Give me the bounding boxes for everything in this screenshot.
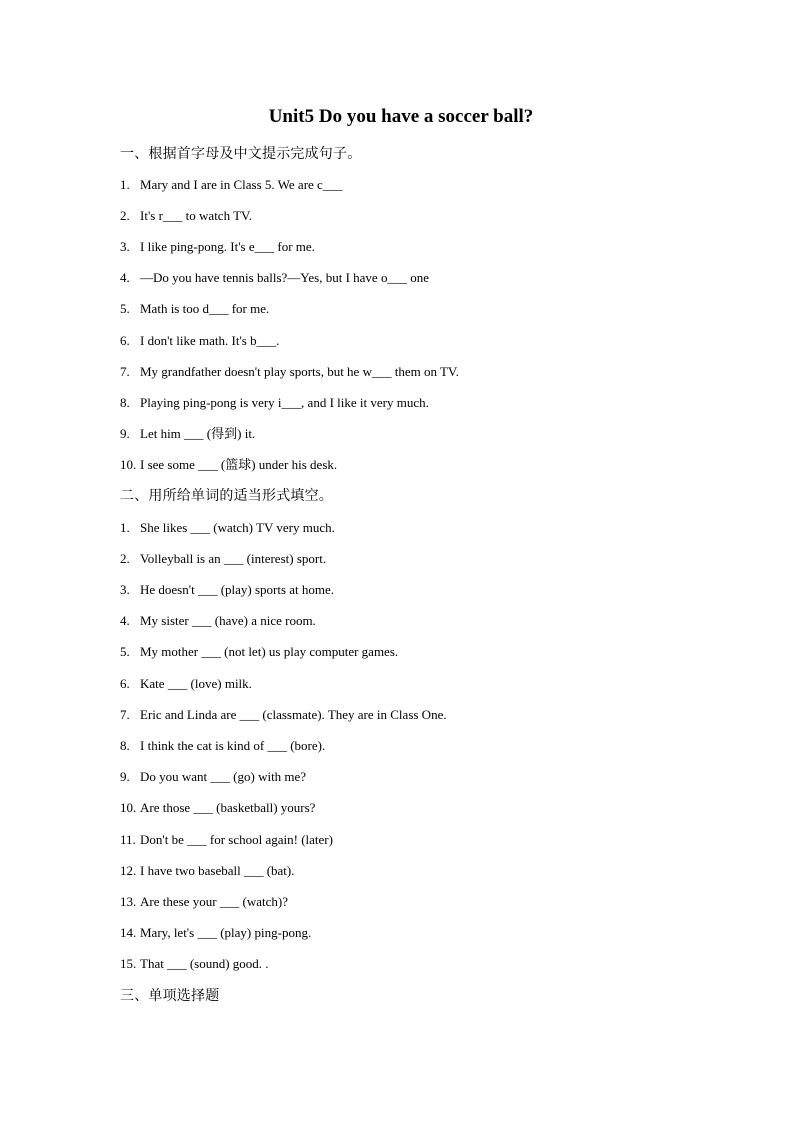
item-text: It's r___ to watch TV. (140, 208, 252, 223)
section-2-item-5 (120, 643, 398, 661)
item-number: 5. (120, 644, 130, 659)
item-number: 9. (120, 426, 130, 441)
section-1-item-7 (120, 363, 459, 381)
section-1-item-6 (120, 332, 279, 350)
item-text: I see some ___ (篮球) under his desk. (140, 457, 338, 472)
item-text: Let him ___ (得到) it. (140, 426, 256, 441)
item-text: Playing ping-pong is very i___, and I like it very much. (140, 395, 429, 410)
section-3-heading: 三、单项选择题 (120, 988, 220, 1004)
item-number: 15. (120, 956, 137, 971)
item-text: Are these your ___ (watch)? (140, 894, 288, 909)
section-1-item-8 (120, 394, 429, 412)
section-2-item-2 (120, 550, 326, 568)
item-number: 4. (120, 270, 130, 285)
section-2-item-10 (120, 799, 315, 817)
item-text: Do you want ___ (go) with me? (140, 769, 307, 784)
item-text: Don't be ___ for school again! (later) (140, 832, 333, 847)
item-text: Eric and Linda are ___ (classmate). They are in Class One. (140, 707, 447, 722)
item-number: 9. (120, 769, 130, 784)
section-2-item-4 (120, 612, 316, 630)
item-text: Kate ___ (love) milk. (140, 676, 252, 691)
section-1-item-10 (120, 456, 337, 474)
page-title: Unit5 Do you have a soccer ball? (268, 106, 534, 127)
item-text: My mother ___ (not let) us play computer games. (140, 644, 399, 659)
item-text: I think the cat is kind of ___ (bore). (140, 738, 326, 753)
item-number: 2. (120, 551, 130, 566)
section-1-item-1 (120, 176, 342, 194)
item-number: 1. (120, 520, 130, 535)
section-2-item-15 (120, 955, 269, 973)
item-number: 2. (120, 208, 130, 223)
section-2-item-7 (120, 706, 447, 724)
item-text: —Do you have tennis balls?—Yes, but I have o___ one (140, 270, 429, 285)
item-number: 6. (120, 333, 130, 348)
item-text: Mary, let's ___ (play) ping-pong. (140, 925, 312, 940)
section-1-item-5 (120, 300, 269, 318)
item-text: She likes ___ (watch) TV very much. (140, 520, 335, 535)
section-1-item-2 (120, 207, 252, 225)
item-number: 12. (120, 863, 137, 878)
section-2-item-14 (120, 924, 311, 942)
item-number: 6. (120, 676, 130, 691)
item-number: 1. (120, 177, 130, 192)
section-2-item-9 (120, 768, 306, 786)
item-text: Are those ___ (basketball) yours? (140, 800, 316, 815)
section-1-item-3 (120, 238, 315, 256)
item-text: Math is too d___ for me. (140, 301, 270, 316)
section-2-item-11 (120, 831, 333, 849)
item-text: I don't like math. It's b___. (140, 333, 280, 348)
item-number: 14. (120, 925, 137, 940)
item-text: My grandfather doesn't play sports, but he w___ them on TV. (140, 364, 459, 379)
section-2-item-3 (120, 581, 334, 599)
item-number: 13. (120, 894, 137, 909)
item-number: 3. (120, 582, 130, 597)
section-1-item-4 (120, 269, 429, 287)
section-2-item-12 (120, 862, 295, 880)
section-1-heading: 一、根据首字母及中文提示完成句子。 (120, 146, 362, 162)
item-number: 7. (120, 707, 130, 722)
section-2-item-13 (120, 893, 288, 911)
section-2-item-6 (120, 675, 252, 693)
item-number: 3. (120, 239, 130, 254)
item-number: 8. (120, 395, 130, 410)
item-text: Mary and I are in Class 5. We are c___ (140, 177, 343, 192)
item-number: 4. (120, 613, 130, 628)
item-number: 7. (120, 364, 130, 379)
item-number: 10. (120, 800, 137, 815)
item-number: 11. (120, 832, 136, 847)
item-text: That ___ (sound) good. . (140, 956, 269, 971)
section-2-heading: 二、用所给单词的适当形式填空。 (120, 488, 333, 504)
section-2-item-1 (120, 519, 335, 537)
item-text: I like ping-pong. It's e___ for me. (140, 239, 315, 254)
section-1-item-9 (120, 425, 255, 443)
section-2-item-8 (120, 737, 325, 755)
item-text: He doesn't ___ (play) sports at home. (140, 582, 335, 597)
item-number: 5. (120, 301, 130, 316)
item-text: Volleyball is an ___ (interest) sport. (140, 551, 327, 566)
item-number: 10. (120, 457, 137, 472)
item-number: 8. (120, 738, 130, 753)
item-text: I have two baseball ___ (bat). (140, 863, 295, 878)
item-text: My sister ___ (have) a nice room. (140, 613, 316, 628)
